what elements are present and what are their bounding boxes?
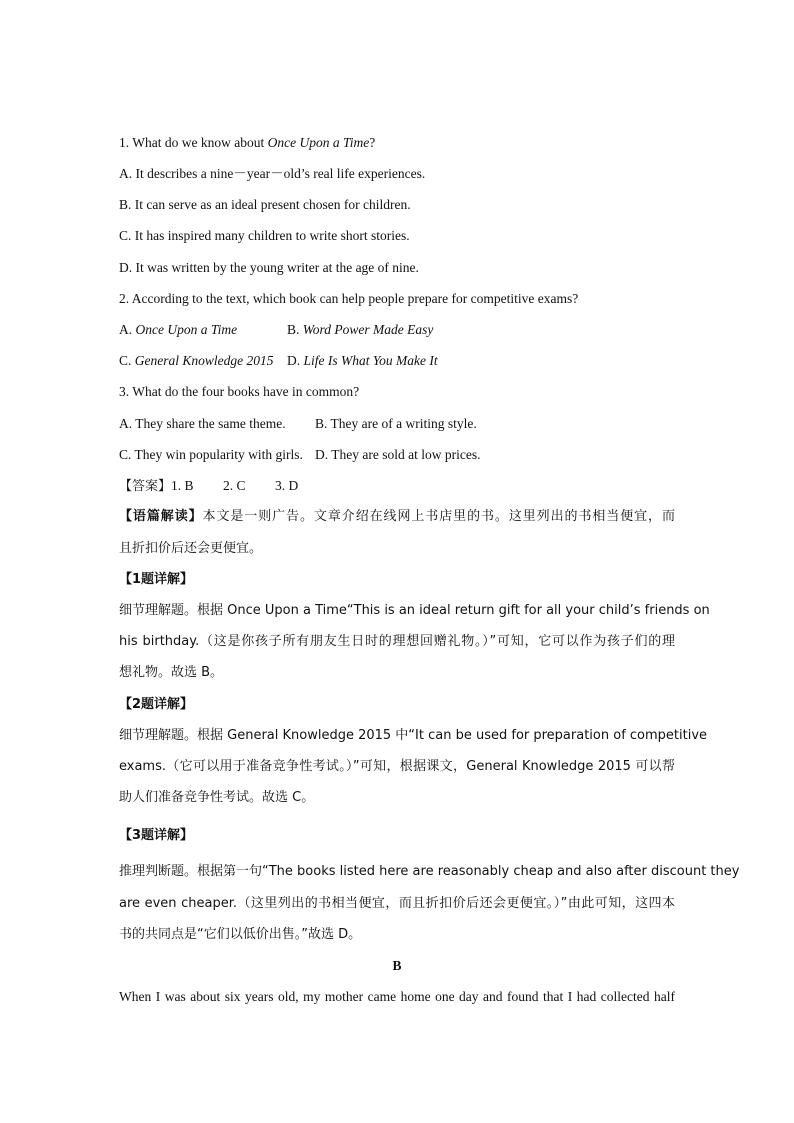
detail-3-heading: 【3题详解】 xyxy=(119,828,194,843)
passage-analysis-label: 【语篇解读】 xyxy=(119,509,203,524)
question-3-options-cd xyxy=(119,446,675,464)
question-2-option-b xyxy=(287,322,433,337)
question-1-option-b: B. It can serve as an ideal present chosen for children. xyxy=(119,197,411,212)
question-3-option-d: D. They are sold at low prices. xyxy=(315,447,481,462)
passage-analysis-line-1 xyxy=(119,508,675,526)
answer-3: 3. D xyxy=(275,478,299,493)
option-b-prefix: B. xyxy=(287,322,303,337)
answer-2: 2. C xyxy=(223,478,246,493)
detail-2-line-2: exams.（它可以用于准备竞争性考试。）”可知，根据课文，General Knowledge 2015 可以帮 xyxy=(119,759,675,774)
option-c-title: General Knowledge 2015 xyxy=(134,353,274,368)
question-2-option-d xyxy=(287,353,438,368)
answer-line xyxy=(119,477,675,496)
question-3-stem: 3. What do the four books have in common? xyxy=(119,384,360,399)
option-d-title: Life Is What You Make It xyxy=(303,353,438,368)
question-2-options-ab xyxy=(119,321,675,339)
answer-label: 【答案】 xyxy=(119,479,172,494)
detail-2-heading: 【2题详解】 xyxy=(119,697,194,712)
detail-1-line-1: 细节理解题。根据 Once Upon a Time“This is an ideal return gift for all your child’s friends on xyxy=(119,603,710,618)
question-1-stem-text: 1. What do we know about xyxy=(119,135,268,150)
question-1-option-d: D. It was written by the young writer at the age of nine. xyxy=(119,260,419,275)
detail-3-line-3: 书的共同点是“它们以低价出售。”故选 D。 xyxy=(119,927,362,942)
option-c-prefix: C. xyxy=(119,353,135,368)
question-1-book-title: Once Upon a Time xyxy=(267,135,370,150)
question-2-option-a xyxy=(119,321,287,339)
passage-analysis-line-2: 且折扣价后还会更便宜。 xyxy=(119,541,263,556)
question-3-option-c: C. They win popularity with girls. xyxy=(119,447,303,462)
detail-1-line-3: 想礼物。故选 B。 xyxy=(119,665,224,680)
detail-1-heading: 【1题详解】 xyxy=(119,572,194,587)
option-a-prefix: A. xyxy=(119,322,136,337)
detail-3-line-2: are even cheaper.（这里列出的书相当便宜，而且折扣价后还会更便宜。）”由此可知，这四本 xyxy=(119,896,675,911)
answer-1: 1. B xyxy=(171,478,194,493)
section-b-title: B xyxy=(392,958,402,973)
detail-2-line-3: 助人们准备竞争性考试。故选 C。 xyxy=(119,790,315,805)
option-b-title: Word Power Made Easy xyxy=(302,322,434,337)
question-3-option-a: A. They share the same theme. xyxy=(119,416,286,431)
section-b-line-1: When I was about six years old, my mother came home one day and found that I had collected half xyxy=(119,989,675,1004)
detail-3-line-1: 推理判断题。根据第一句“The books listed here are reasonably cheap and also after discount they xyxy=(119,864,740,879)
question-2-stem: 2. According to the text, which book can help people prepare for competitive exams? xyxy=(119,291,579,306)
detail-1-line-2: his birthday.（这是你孩子所有朋友生日时的理想回赠礼物。）”可知，它可以作为孩子们的理 xyxy=(119,634,675,649)
question-1-option-c: C. It has inspired many children to write short stories. xyxy=(119,228,410,243)
question-1-stem-end: ? xyxy=(369,135,376,150)
question-2-option-c xyxy=(119,352,287,370)
question-1-stem xyxy=(119,134,675,152)
detail-2-line-1: 细节理解题。根据 General Knowledge 2015 中“It can be used for preparation of competitive xyxy=(119,728,708,743)
question-2-options-cd xyxy=(119,352,675,370)
option-d-prefix: D. xyxy=(287,353,304,368)
question-3-option-b: B. They are of a writing style. xyxy=(315,416,477,431)
passage-analysis-text: 本文是一则广告。文章介绍在线网上书店里的书。这里列出的书相当便宜，而 xyxy=(202,509,675,524)
option-a-title: Once Upon a Time xyxy=(135,322,238,337)
question-3-options-ab xyxy=(119,415,675,433)
question-1-option-a: A. It describes a nine－year－old’s real life experiences. xyxy=(119,166,426,181)
